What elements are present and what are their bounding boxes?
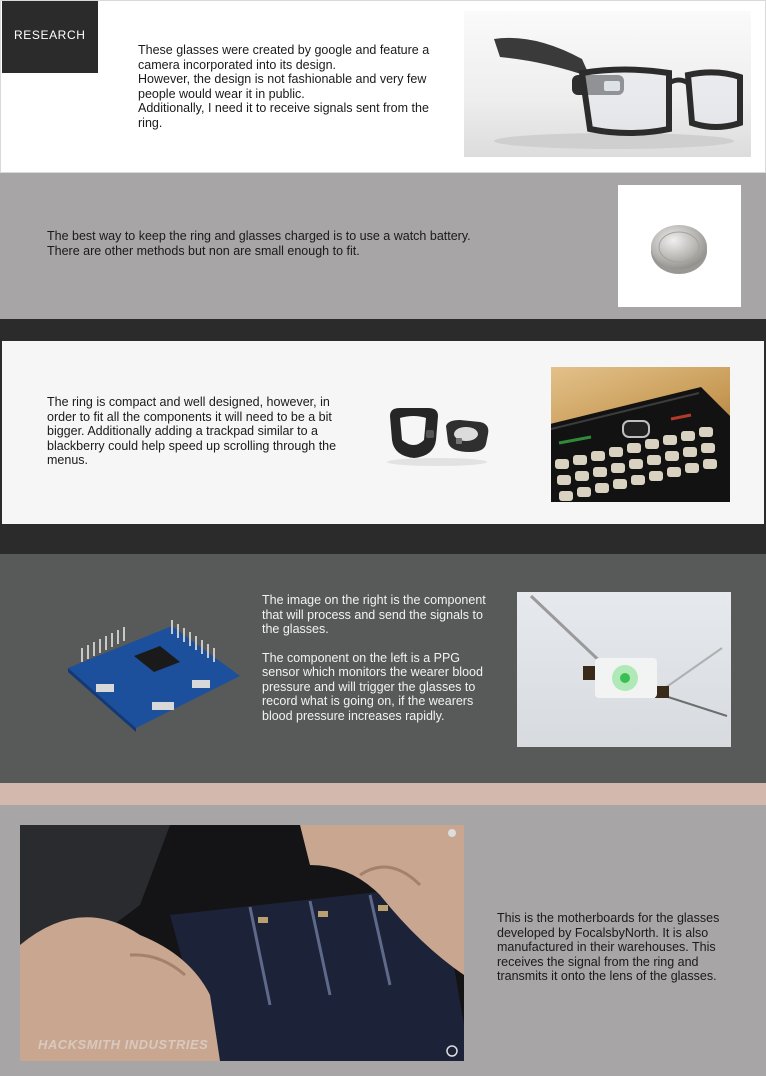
ring-photo bbox=[380, 400, 495, 468]
research-label: RESEARCH bbox=[14, 28, 86, 42]
research-label-box bbox=[2, 1, 98, 73]
glasses-description bbox=[138, 43, 443, 130]
glasses-line-2: However, the design is not fashionable and very few people would wear it in public. bbox=[138, 72, 427, 101]
coin-battery-icon bbox=[618, 185, 741, 307]
smart-glasses-photo bbox=[464, 11, 751, 157]
components-para-2: The component on the left is a PPG sensor which monitors the wearer blood pressure and will trigger the glasses to record what is going on, if the wearers blood pressure increases rapidly. bbox=[262, 650, 483, 723]
watermark-text: HACKSMITH INDUSTRIES bbox=[38, 1037, 209, 1052]
led-sensor-icon bbox=[517, 592, 731, 747]
blackberry-photo bbox=[551, 367, 730, 502]
battery-description: The best way to keep the ring and glasses charged is to use a watch battery. There are other methods but non are small enough to fit. bbox=[47, 229, 471, 258]
divider-band-2 bbox=[0, 524, 766, 554]
motherboards-description: This is the motherboards for the glasses developed by FocalsbyNorth. It is also manufactured in their warehouses. This receives the signal from the ring and transmits it onto the lens of the glasses. bbox=[497, 911, 720, 983]
divider-band-3 bbox=[0, 783, 766, 805]
keyboard-phone-icon bbox=[551, 367, 730, 502]
watch-battery-photo bbox=[618, 185, 741, 307]
ppg-sensor-photo bbox=[517, 592, 731, 747]
ring-description: The ring is compact and well designed, however, in order to fit all the components it will need to be a bit bigger. Additionally adding a trackpad similar to a blackberry could help speed up scrolling through the menus. bbox=[47, 395, 337, 467]
glasses-line-3: Additionally, I need it to receive signals sent from the ring. bbox=[138, 101, 429, 130]
divider-band-1 bbox=[0, 319, 766, 341]
components-description bbox=[262, 593, 497, 723]
motherboards-photo bbox=[20, 825, 464, 1061]
glasses-line-1: These glasses were created by google and feature a camera incorporated into its design. bbox=[138, 43, 430, 72]
circuit-board-photo bbox=[62, 612, 244, 732]
motherboard-hands-icon bbox=[20, 825, 464, 1061]
circuit-board-icon bbox=[62, 612, 244, 732]
components-para-1: The image on the right is the component that will process and send the signals to the glasses. bbox=[262, 593, 486, 636]
smart-glasses-icon bbox=[464, 11, 751, 157]
ring-icon bbox=[380, 400, 495, 468]
